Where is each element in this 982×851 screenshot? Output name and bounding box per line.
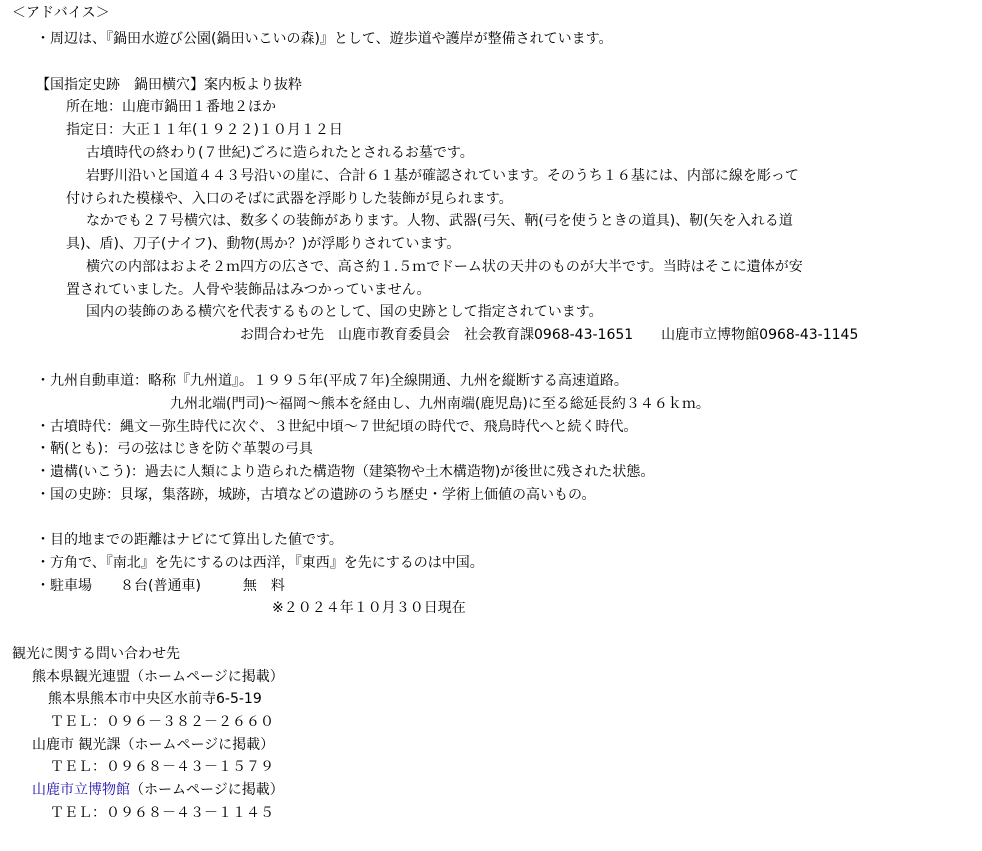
plaque-paragraph-4b: 置されていました。人骨や装飾品はみつかっていません。: [66, 282, 431, 298]
plaque-paragraph-5: 国内の装飾のある横穴を代表するものとして、国の史跡として指定されています。: [86, 304, 603, 320]
note-parking: ・駐車場 ８台(普通車) 無 料: [36, 578, 285, 594]
tourism-org1-address: 熊本県熊本市中央区水前寺6-5-19: [48, 691, 262, 707]
tourism-org2-tel: ＴＥＬ：０９６８－４３－１５７９: [50, 759, 274, 775]
plaque-paragraph-3a: なかでも２７号横穴は、数多くの装飾があります。人物、武器(弓矢、鞆(弓を使うときの道具)、靭(矢を入れる道: [86, 213, 793, 229]
plaque-paragraph-2a: 岩野川沿いと国道４４３号沿いの崖に、合計６１基が確認されています。そのうち１６基には、内部に線を彫って: [86, 168, 799, 184]
plaque-paragraph-2b: 付けられた模様や、入口のそばに武器を浮彫りした装飾が見られます。: [66, 191, 513, 207]
plaque-paragraph-1: 古墳時代の終わり(７世紀)ごろに造られたとされるお墓です。: [86, 145, 474, 161]
museum-link[interactable]: 山鹿市立博物館: [32, 782, 130, 798]
plaque-paragraph-4a: 横穴の内部はおよそ２ｍ四方の広さで、高さ約１.５ｍでドーム状の天井のものが大半です。当時はそこに遺体が安: [86, 259, 803, 275]
tourism-org1-name: 熊本県観光連盟（ホームページに掲載）: [32, 669, 284, 685]
plaque-location: 所在地：山鹿市鍋田１番地２ほか: [66, 99, 276, 115]
plaque-designated-date: 指定日：大正１１年(１９２２)１０月１２日: [66, 122, 343, 138]
note-national-historic-site: ・国の史跡：貝塚，集落跡，城跡，古墳などの遺跡のうち歴史・学術上価値の高いもの。: [36, 487, 596, 503]
note-kyushu-expressway-route: 九州北端(門司)～福岡～熊本を経由し、九州南端(鹿児島)に至る総延長約３４６ｋｍ。: [170, 396, 710, 412]
note-kofun-period: ・古墳時代：縄文－弥生時代に次ぐ、３世紀中頃～７世紀頃の時代で、飛鳥時代へと続く時代。: [36, 419, 638, 435]
note-direction: ・方角で、『南北』を先にするのは西洋，『東西』を先にするのは中国。: [36, 555, 484, 571]
tourism-org3-suffix: （ホームページに掲載）: [130, 782, 284, 798]
plaque-title: 【国指定史跡 鍋田横穴】案内板より抜粋: [36, 77, 302, 93]
note-tomo: ・鞆(とも)：弓の弦はじきを防ぐ革製の弓具: [36, 441, 313, 457]
note-distance: ・目的地までの距離はナビにて算出した値です。: [36, 532, 343, 548]
plaque-contact: お問合わせ先 山鹿市教育委員会 社会教育課0968-43-1651 山鹿市立博物館0968-43-1145: [240, 327, 859, 343]
tourism-org1-tel: ＴＥＬ：０９６－３８２－２６６０: [50, 714, 274, 730]
plaque-paragraph-3b: 具)、盾)、刀子(ナイフ)、動物(馬か？)が浮彫りされています。: [66, 236, 461, 252]
surroundings-note: ・周辺は、『鍋田水遊び公園(鍋田いこいの森)』として、遊歩道や護岸が整備されています。: [36, 31, 613, 47]
note-kyushu-expressway: ・九州自動車道：略称『九州道』。１９９５年(平成７年)全線開通、九州を縦断する高速道路。: [36, 373, 628, 389]
as-of-date: ※２０２４年１０月３０日現在: [272, 600, 466, 616]
tourism-org3-row: [32, 781, 284, 799]
advice-heading: ＜アドバイス＞: [12, 5, 110, 21]
note-iko: ・遺構(いこう)：過去に人類により造られた構造物（建築物や土木構造物)が後世に残された状態。: [36, 464, 655, 480]
tourism-org3-tel: ＴＥＬ：０９６８－４３－１１４５: [50, 805, 274, 821]
tourism-heading: 観光に関する問い合わせ先: [12, 646, 180, 662]
tourism-org2-name: 山鹿市 観光課（ホームページに掲載）: [32, 737, 275, 753]
